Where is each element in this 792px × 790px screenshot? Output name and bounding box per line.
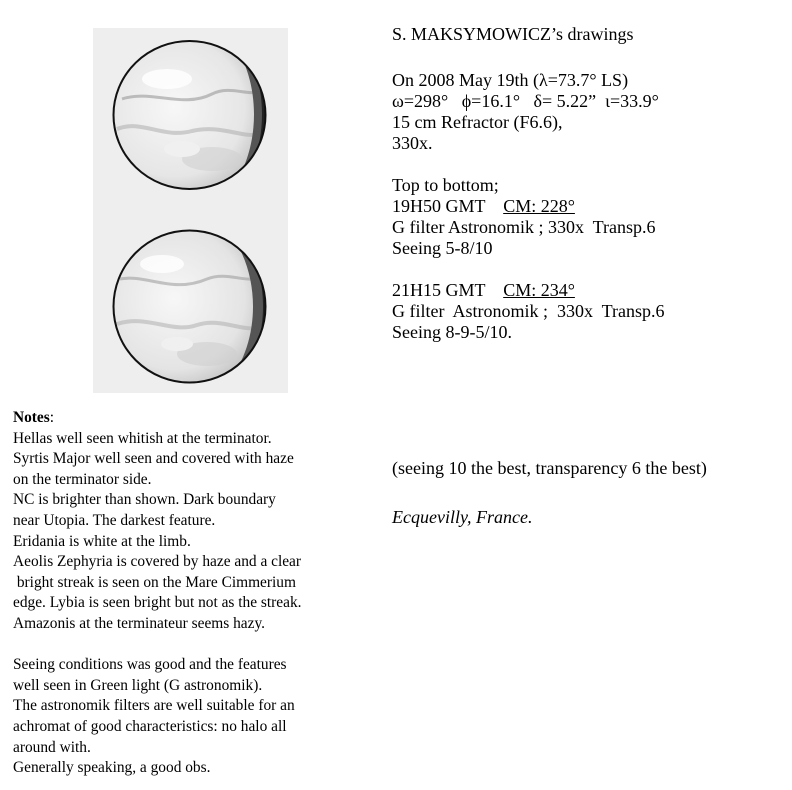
notes-line: The astronomik filters are well suitable for an	[13, 697, 295, 715]
drawing-1-filter: G filter Astronomik ; 330x Transp.6	[392, 217, 656, 237]
drawing-1-cm: CM: 228°	[503, 196, 575, 216]
mars-drawing-2	[112, 229, 267, 384]
notes-line: on the terminator side.	[13, 470, 152, 488]
mars-drawing-1	[112, 39, 267, 191]
date-line: On 2008 May 19th (λ=73.7° LS)	[392, 70, 629, 90]
scale-note: (seeing 10 the best, transparency 6 the best)	[392, 458, 707, 478]
drawing-2-time-line	[392, 280, 665, 301]
page-title: S. MAKSYMOWICZ’s drawings	[392, 24, 634, 44]
params-line: ω=298° ϕ=16.1° δ= 5.22” ι=33.9°	[392, 91, 659, 111]
notes-line: achromat of good characteristics: no halo all	[13, 717, 287, 735]
location: Ecquevilly, France.	[392, 507, 533, 527]
notes-heading-colon: :	[49, 409, 55, 426]
notes-blank-line	[13, 635, 363, 656]
drawing-1-seeing: Seeing 5-8/10	[392, 238, 493, 258]
notes-line: around with.	[13, 738, 91, 756]
telescope-line: 15 cm Refractor (F6.6),	[392, 112, 563, 132]
notes-heading-line	[13, 408, 363, 429]
magnification-line: 330x.	[392, 133, 433, 153]
notes-line: Seeing conditions was good and the features	[13, 656, 287, 674]
spacer	[392, 154, 665, 175]
notes-line: Eridania is white at the limb.	[13, 532, 191, 550]
notes-line: bright streak is seen on the Mare Cimmerium	[13, 573, 296, 591]
notes-line: Amazonis at the terminateur seems hazy.	[13, 614, 265, 632]
notes-line: edge. Lybia is seen bright but not as the streak.	[13, 594, 302, 612]
observation-info	[392, 70, 665, 343]
drawing-2-cm: CM: 234°	[503, 280, 575, 300]
drawing-1-time: 19H50 GMT	[392, 196, 504, 216]
notes-line: Hellas well seen whitish at the terminator.	[13, 429, 272, 447]
drawing-2-seeing: Seeing 8-9-5/10.	[392, 322, 512, 342]
notes-line: Syrtis Major well seen and covered with haze	[13, 450, 294, 468]
spacer	[392, 259, 665, 280]
drawing-2-time: 21H15 GMT	[392, 280, 504, 300]
notes-line: Aeolis Zephyria is covered by haze and a clear	[13, 553, 302, 571]
order-line: Top to bottom;	[392, 175, 499, 195]
notes-line: near Utopia. The darkest feature.	[13, 511, 216, 529]
drawing-1-time-line	[392, 196, 665, 217]
notes-line: NC is brighter than shown. Dark boundary	[13, 491, 276, 509]
notes-heading: Notes	[13, 409, 50, 426]
notes-line: Generally speaking, a good obs.	[13, 759, 211, 777]
drawing-2-filter: G filter Astronomik ; 330x Transp.6	[392, 301, 665, 321]
notes-section	[13, 408, 363, 779]
notes-line: well seen in Green light (G astronomik).	[13, 676, 263, 694]
